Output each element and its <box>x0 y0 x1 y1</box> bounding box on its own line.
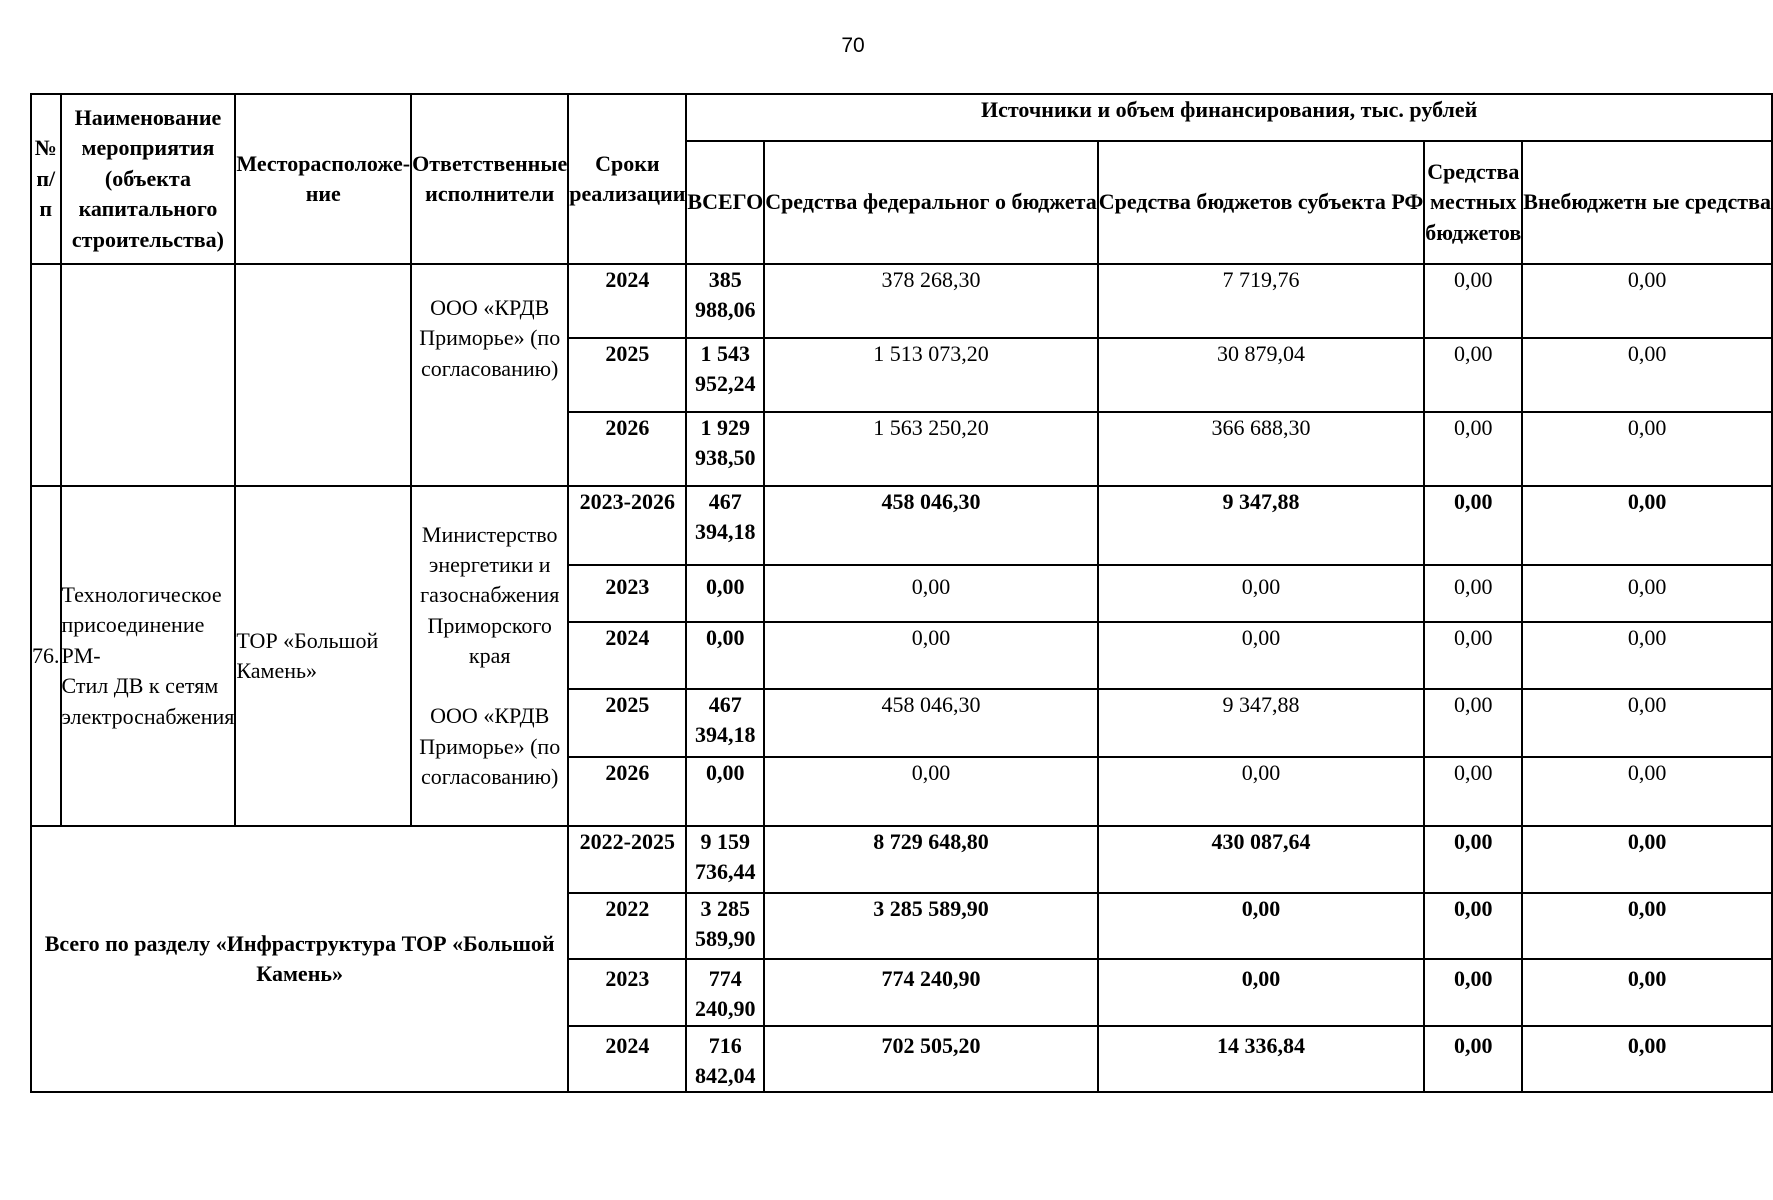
year-cell: 2024 <box>568 1026 686 1093</box>
federal-cell: 774 240,90 <box>764 959 1098 1026</box>
header-subject: Средства бюджетов субъекта РФ <box>1098 141 1425 264</box>
measure-name: Технологическое присоединение РМ- Стил ДВ к сетям электроснабжения <box>61 486 236 826</box>
subject-cell: 0,00 <box>1098 622 1425 689</box>
total-cell: 385 988,06 <box>686 264 764 338</box>
extra-cell: 0,00 <box>1522 264 1772 338</box>
header-sources: Источники и объем финансирования, тыс. рублей <box>686 94 1772 141</box>
subject-cell: 7 719,76 <box>1098 264 1425 338</box>
local-cell: 0,00 <box>1424 1026 1522 1093</box>
header-row <box>31 94 1772 141</box>
financing-table <box>30 93 1773 1093</box>
subject-cell: 30 879,04 <box>1098 338 1425 412</box>
local-cell: 0,00 <box>1424 757 1522 826</box>
extra-cell: 0,00 <box>1522 826 1772 893</box>
year-cell: 2025 <box>568 689 686 757</box>
local-cell: 0,00 <box>1424 565 1522 622</box>
extra-cell: 0,00 <box>1522 959 1772 1026</box>
name-cell <box>61 264 236 486</box>
extra-cell: 0,00 <box>1522 486 1772 565</box>
year-cell: 2023-2026 <box>568 486 686 565</box>
total-cell: 774 240,90 <box>686 959 764 1026</box>
total-cell: 1 543 952,24 <box>686 338 764 412</box>
subject-cell: 0,00 <box>1098 565 1425 622</box>
subject-cell: 9 347,88 <box>1098 486 1425 565</box>
extra-cell: 0,00 <box>1522 893 1772 959</box>
local-cell: 0,00 <box>1424 412 1522 486</box>
year-cell: 2024 <box>568 622 686 689</box>
table-row <box>31 264 1772 338</box>
header-responsible: Ответственные исполнители <box>411 94 568 264</box>
federal-cell: 1 563 250,20 <box>764 412 1098 486</box>
location-cell <box>235 264 411 486</box>
header-total: ВСЕГО <box>686 141 764 264</box>
total-cell: 9 159 736,44 <box>686 826 764 893</box>
extra-cell: 0,00 <box>1522 565 1772 622</box>
federal-cell: 0,00 <box>764 757 1098 826</box>
responsible-ministry: Министерство энергетики и газоснабжения Приморского края <box>420 521 560 668</box>
subject-cell: 0,00 <box>1098 757 1425 826</box>
header-local: Средства местных бюджетов <box>1424 141 1522 264</box>
total-cell: 0,00 <box>686 622 764 689</box>
header-period: Сроки реализации <box>568 94 686 264</box>
total-cell: 1 929 938,50 <box>686 412 764 486</box>
extra-cell: 0,00 <box>1522 1026 1772 1093</box>
local-cell: 0,00 <box>1424 826 1522 893</box>
total-cell: 467 394,18 <box>686 689 764 757</box>
federal-cell: 702 505,20 <box>764 1026 1098 1093</box>
responsible-cell <box>411 486 568 826</box>
total-cell: 467 394,18 <box>686 486 764 565</box>
federal-cell: 1 513 073,20 <box>764 338 1098 412</box>
local-cell: 0,00 <box>1424 959 1522 1026</box>
num-cell <box>31 264 61 486</box>
header-name: Наименование мероприятия (объекта капитального строительства) <box>61 94 236 264</box>
subject-cell: 430 087,64 <box>1098 826 1425 893</box>
extra-cell: 0,00 <box>1522 622 1772 689</box>
federal-cell: 458 046,30 <box>764 689 1098 757</box>
header-location: Месторасположе- ние <box>235 94 411 264</box>
federal-cell: 0,00 <box>764 622 1098 689</box>
local-cell: 0,00 <box>1424 622 1522 689</box>
summary-row <box>31 826 1772 893</box>
federal-cell: 8 729 648,80 <box>764 826 1098 893</box>
year-cell: 2022-2025 <box>568 826 686 893</box>
local-cell: 0,00 <box>1424 264 1522 338</box>
local-cell: 0,00 <box>1424 689 1522 757</box>
row-number: 76. <box>31 486 61 826</box>
total-cell: 3 285 589,90 <box>686 893 764 959</box>
total-cell: 0,00 <box>686 565 764 622</box>
responsible-cell: ООО «КРДВ Приморье» (по согласованию) <box>411 264 568 486</box>
subject-cell: 14 336,84 <box>1098 1026 1425 1093</box>
local-cell: 0,00 <box>1424 486 1522 565</box>
subject-cell: 9 347,88 <box>1098 689 1425 757</box>
total-cell: 716 842,04 <box>686 1026 764 1093</box>
local-cell: 0,00 <box>1424 893 1522 959</box>
subject-cell: 0,00 <box>1098 893 1425 959</box>
federal-cell: 378 268,30 <box>764 264 1098 338</box>
year-cell: 2025 <box>568 338 686 412</box>
extra-cell: 0,00 <box>1522 412 1772 486</box>
header-extra: Внебюджетн ые средства <box>1522 141 1772 264</box>
year-cell: 2023 <box>568 959 686 1026</box>
local-cell: 0,00 <box>1424 338 1522 412</box>
year-cell: 2024 <box>568 264 686 338</box>
year-cell: 2023 <box>568 565 686 622</box>
responsible-krdv: ООО «КРДВ Приморье» (по согласованию) <box>419 703 561 790</box>
year-cell: 2026 <box>568 412 686 486</box>
summary-label: Всего по разделу «Инфраструктура ТОР «Большой Камень» <box>31 826 568 1092</box>
federal-cell: 3 285 589,90 <box>764 893 1098 959</box>
page-number: 70 <box>841 34 865 57</box>
table-row <box>31 486 1772 565</box>
header-federal: Средства федеральног о бюджета <box>764 141 1098 264</box>
extra-cell: 0,00 <box>1522 338 1772 412</box>
federal-cell: 458 046,30 <box>764 486 1098 565</box>
measure-location: ТОР «Большой Камень» <box>235 486 411 826</box>
subject-cell: 0,00 <box>1098 959 1425 1026</box>
header-num: № п/п <box>31 94 61 264</box>
extra-cell: 0,00 <box>1522 689 1772 757</box>
federal-cell: 0,00 <box>764 565 1098 622</box>
subject-cell: 366 688,30 <box>1098 412 1425 486</box>
year-cell: 2022 <box>568 893 686 959</box>
extra-cell: 0,00 <box>1522 757 1772 826</box>
total-cell: 0,00 <box>686 757 764 826</box>
year-cell: 2026 <box>568 757 686 826</box>
